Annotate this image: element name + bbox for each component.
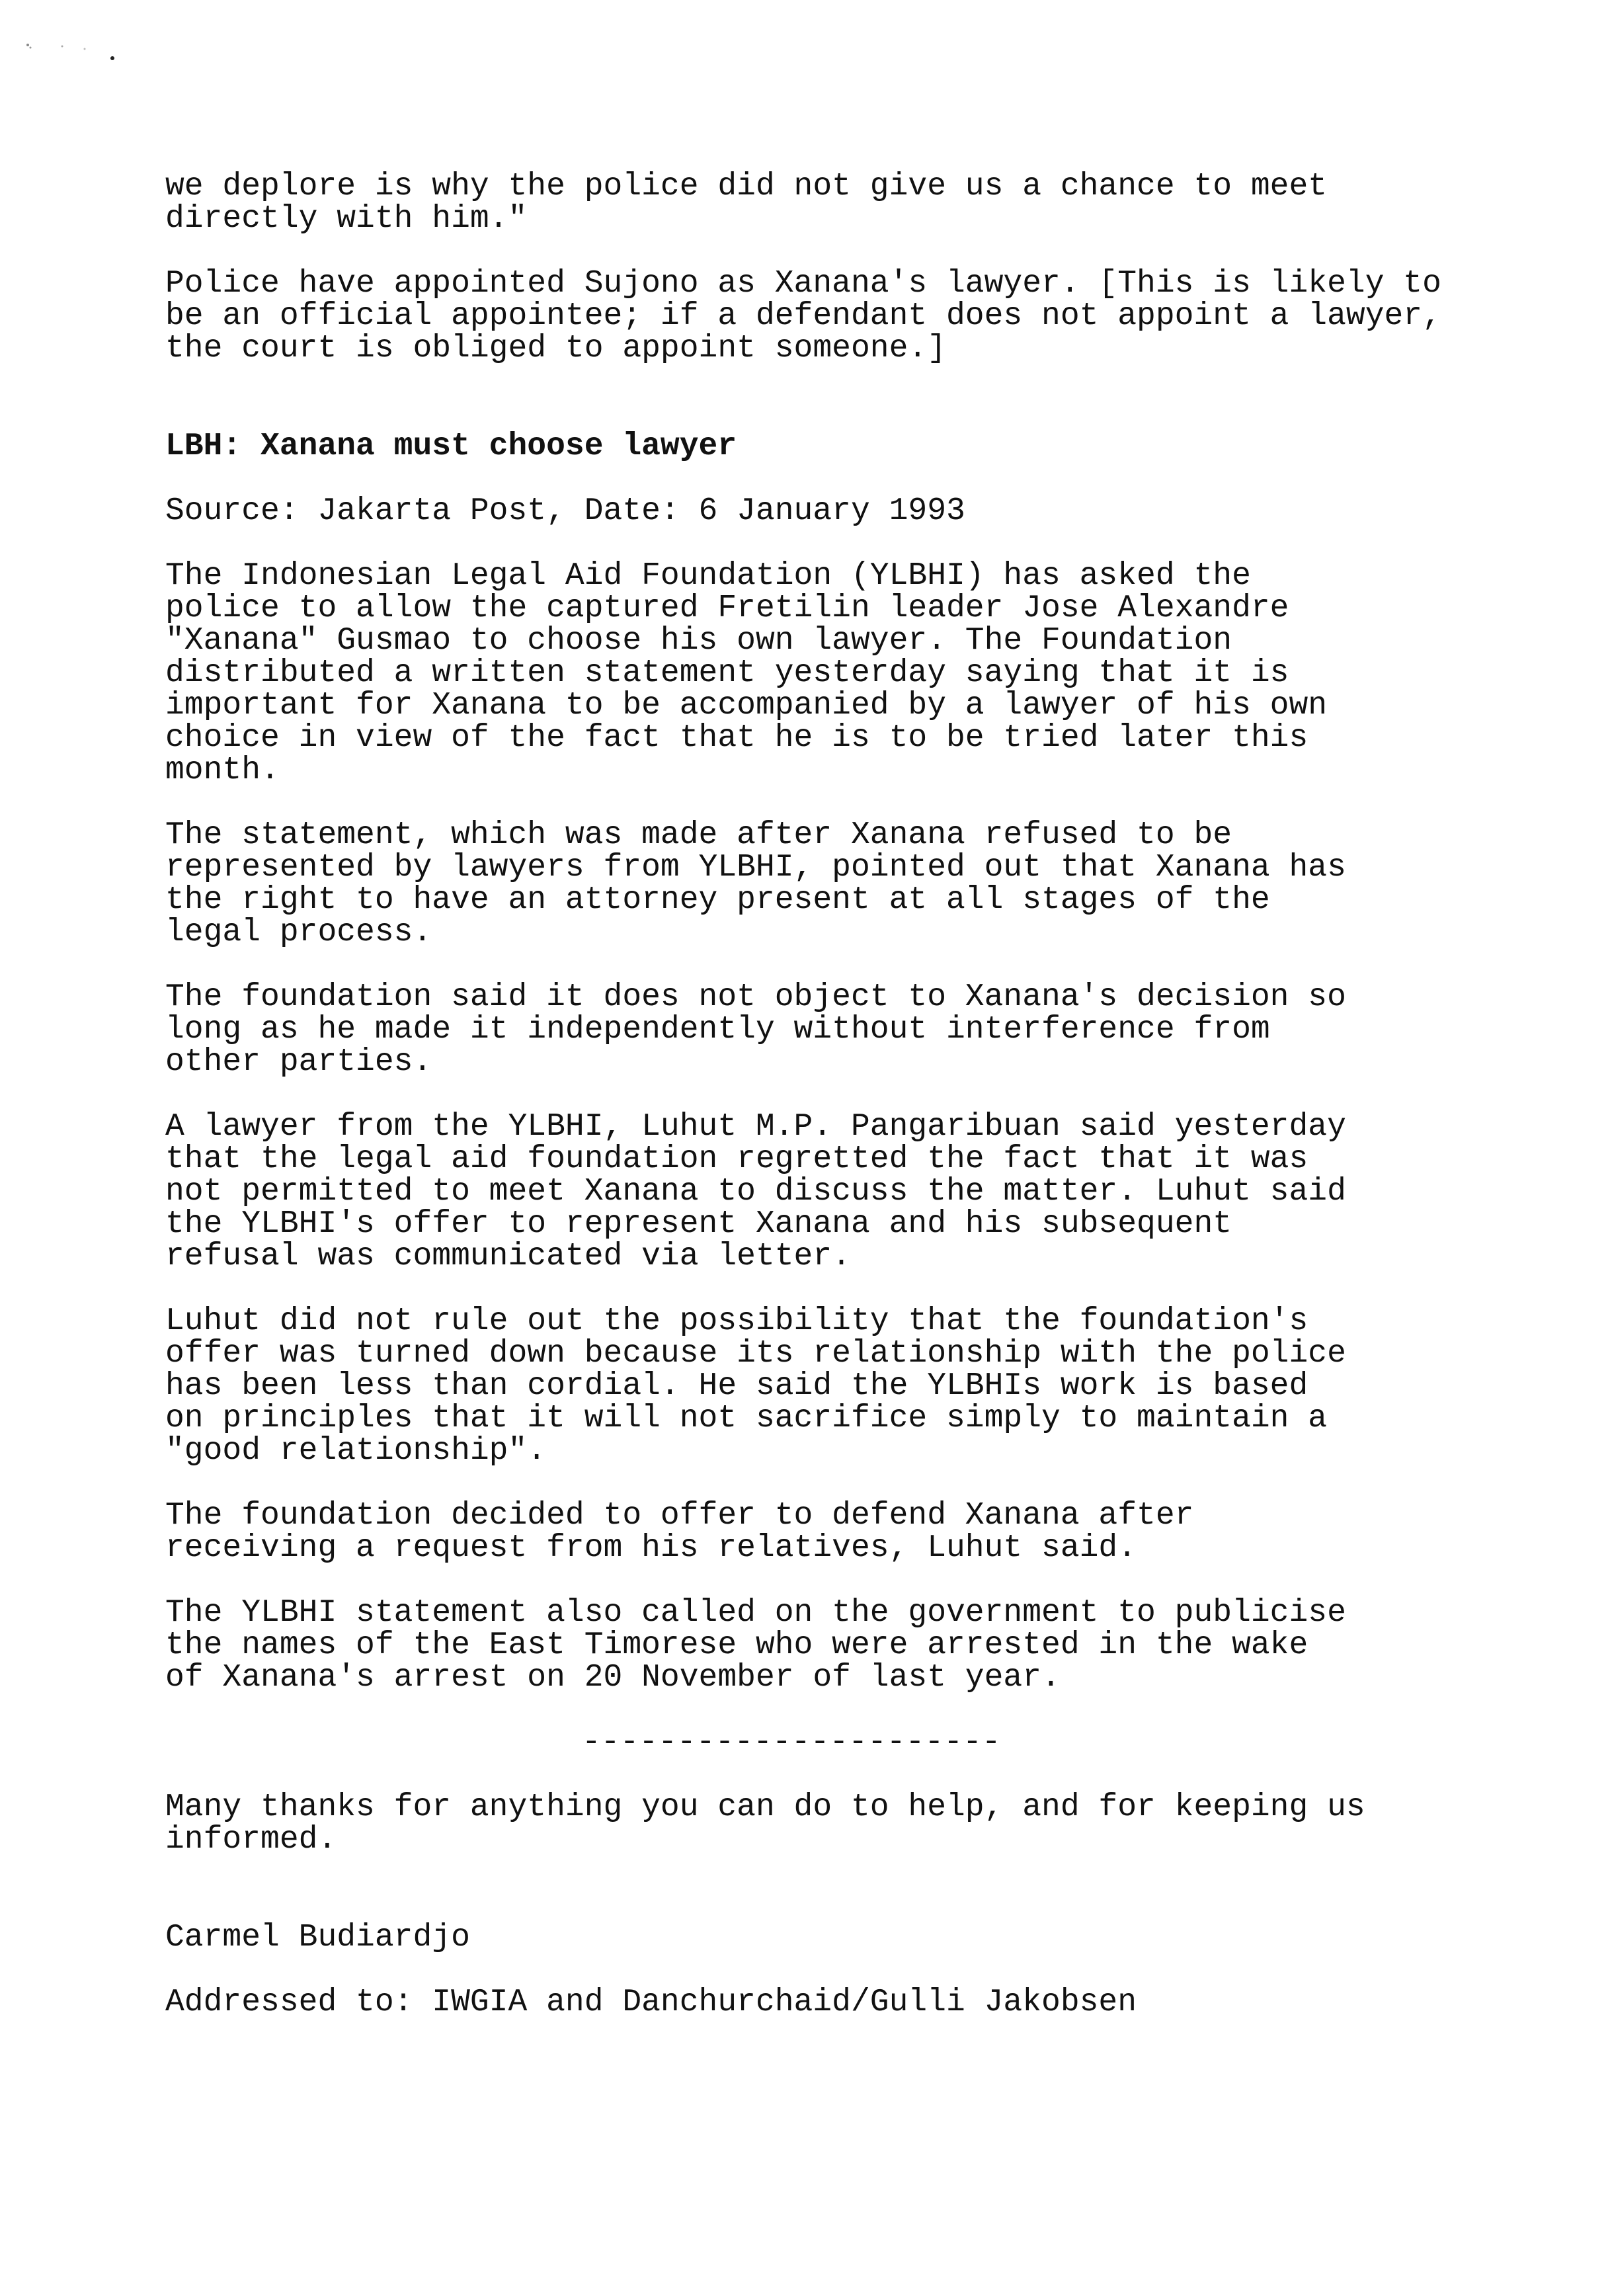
text-line: be an official appointee; if a defendant does not appoint a lawyer, xyxy=(165,298,1441,334)
text-line: long as he made it independently without interference from xyxy=(165,1012,1270,1047)
article-heading-block xyxy=(165,430,1488,463)
text-line: informed. xyxy=(165,1822,337,1858)
article-heading: LBH: Xanana must choose lawyer xyxy=(165,429,737,464)
text-line: that the legal aid foundation regretted the fact that it was xyxy=(165,1141,1308,1177)
text-line: important for Xanana to be accompanied by a lawyer of his own xyxy=(165,688,1328,723)
text-line: "Xanana" Gusmao to choose his own lawyer. The Foundation xyxy=(165,623,1232,659)
text-line: has been less than cordial. He said the YLBHIs work is based xyxy=(165,1368,1308,1404)
paragraph-6 xyxy=(165,1111,1488,1273)
text-line: Many thanks for anything you can do to help, and for keeping us xyxy=(165,1789,1365,1825)
addressed-to-line: Addressed to: IWGIA and Danchurchaid/Gulli Jakobsen xyxy=(165,1985,1137,2020)
text-line: the court is obliged to appoint someone.] xyxy=(165,331,946,366)
text-line: choice in view of the fact that he is to be tried later this xyxy=(165,720,1308,756)
text-line: the right to have an attorney present at all stages of the xyxy=(165,882,1270,918)
text-line: the names of the East Timorese who were arrested in the wake xyxy=(165,1627,1308,1663)
text-line: legal process. xyxy=(165,915,432,950)
scan-specks xyxy=(24,38,130,65)
text-line: directly with him." xyxy=(165,201,528,237)
text-line: other parties. xyxy=(165,1044,432,1080)
addressed-block xyxy=(165,1987,1488,2019)
source-line-block xyxy=(165,495,1488,528)
text-line: The YLBHI statement also called on the government to publicise xyxy=(165,1595,1346,1631)
text-line: The foundation decided to offer to defend Xanana after xyxy=(165,1498,1194,1534)
paragraph-9 xyxy=(165,1597,1488,1694)
paragraph-7 xyxy=(165,1305,1488,1467)
text-line: on principles that it will not sacrifice simply to maintain a xyxy=(165,1401,1328,1436)
text-line: month. xyxy=(165,753,280,788)
signature-name: Carmel Budiardjo xyxy=(165,1920,470,1955)
text-line: The statement, which was made after Xanana refused to be xyxy=(165,817,1232,853)
text-line: "good relationship". xyxy=(165,1433,547,1469)
text-line: represented by lawyers from YLBHI, pointed out that Xanana has xyxy=(165,850,1346,885)
text-line: refusal was communicated via letter. xyxy=(165,1239,851,1274)
paragraph-5 xyxy=(165,981,1488,1079)
text-line: receiving a request from his relatives, Luhut said. xyxy=(165,1530,1137,1566)
text-line: offer was turned down because its relationship with the police xyxy=(165,1336,1346,1372)
document-body xyxy=(165,171,1488,2019)
text-line: The foundation said it does not object to Xanana's decision so xyxy=(165,979,1346,1015)
paragraph-4 xyxy=(165,819,1488,949)
text-line: Luhut did not rule out the possibility that the foundation's xyxy=(165,1303,1308,1339)
text-line: of Xanana's arrest on 20 November of last year. xyxy=(165,1660,1061,1696)
text-line: The Indonesian Legal Aid Foundation (YLBHI) has asked the xyxy=(165,558,1251,594)
dashed-divider: ---------------------- xyxy=(582,1725,1001,1760)
divider-block xyxy=(165,1727,1488,1759)
text-line: Police have appointed Sujono as Xanana's lawyer. [This is likely to xyxy=(165,266,1441,302)
paragraph-8 xyxy=(165,1500,1488,1565)
text-line: A lawyer from the YLBHI, Luhut M.P. Pangaribuan said yesterday xyxy=(165,1109,1346,1145)
paragraph-2 xyxy=(165,268,1488,365)
text-line: not permitted to meet Xanana to discuss the matter. Luhut said xyxy=(165,1174,1346,1210)
text-line: the YLBHI's offer to represent Xanana and his subsequent xyxy=(165,1206,1232,1242)
signature-block xyxy=(165,1922,1488,1954)
text-line: distributed a written statement yesterday saying that it is xyxy=(165,655,1289,691)
paragraph-1 xyxy=(165,171,1488,235)
closing-paragraph xyxy=(165,1791,1488,1856)
text-line: police to allow the captured Fretilin leader Jose Alexandre xyxy=(165,591,1289,626)
paragraph-3 xyxy=(165,560,1488,787)
text-line: we deplore is why the police did not give us a chance to meet xyxy=(165,169,1328,204)
source-line: Source: Jakarta Post, Date: 6 January 1993 xyxy=(165,493,965,529)
